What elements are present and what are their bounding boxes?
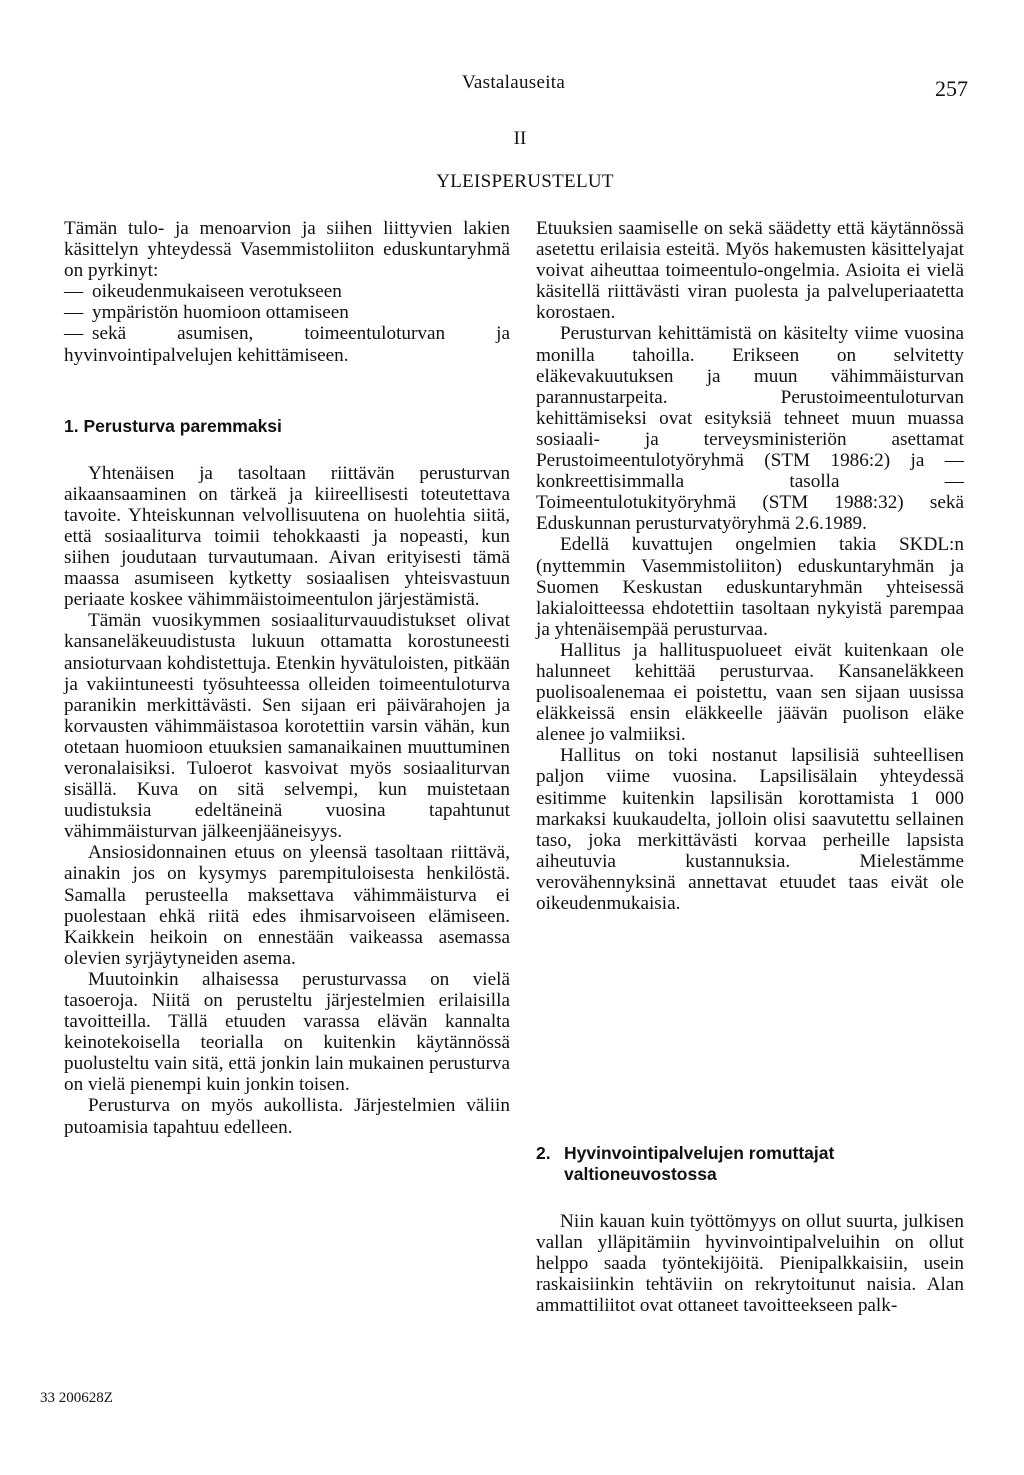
dash-list-item: [64, 323, 510, 365]
running-title: Vastalauseita: [462, 72, 566, 93]
body-paragraph: Etuuksien saamiselle on sekä säädetty että käytännössä asetettu erilaisia esteitä. Myös hakemusten käsittelyajat voivat aiheuttaa toimeentulo-ongelmia. Asioita ei vielä käsitellä riittävästi viran puolesta ja palveluperiaatetta korostaen.: [536, 218, 964, 324]
page-number: 257: [935, 76, 968, 101]
body-paragraph: Hallitus ja hallituspuolueet eivät kuitenkaan ole halunneet kehittää perusturvaa. Kansaneläkkeen puolisoalenemaa ei poistettu, vaan sen sijaan uusissa eläkkeissä ensin eläkkeelle jäävän puolison eläke alenee jo valmiiksi.: [536, 639, 964, 746]
section-title: YLEISPERUSTELUT: [436, 171, 614, 192]
dash-icon: —: [64, 281, 84, 303]
body-paragraph: Perusturva on myös aukollista. Järjestelmien väliin putoamisia tapahtuu edelleen.: [64, 1095, 510, 1138]
subsection-heading-1: 1. Perusturva paremmaksi: [64, 415, 282, 436]
body-paragraph: Muutoinkin alhaisessa perusturvassa on vielä tasoeroja. Niitä on perusteltu järjestelmien erilaisilla tavoitteilla. Tällä etuuden varassa elävän kannalta keinotekoisella teorialla on kuitenkin käytännössä puolusteltu vain sitä, että jonkin lain mukainen perusturva on vielä pienempi kuin jonkin toisen.: [64, 968, 510, 1096]
body-paragraph: Yhtenäisen ja tasoltaan riittävän perusturvan aikaansaaminen on tärkeä ja kiireellisesti toteutettava tavoite. Yhteiskunnan velvollisuutena on huolehtia siitä, että sosiaaliturva toimii tehokkaasti ja nopeasti, kun siihen joudutaan turvautumaan. Aivan erityisesti tämä maassa asumiseen kytketty sosiaalisen yhteisvastuun periaate koskee vähimmäistoimeentulon järjestämistä.: [64, 462, 510, 611]
dash-icon: —: [64, 302, 84, 324]
dash-icon: —: [64, 323, 84, 345]
right-column-section-2: [536, 1143, 964, 1316]
section-number: II: [513, 128, 527, 149]
intro-paragraph: Tämän tulo- ja menoarvion ja siihen liittyvien lakien käsittelyn yhteydessä Vasemmistoliiton eduskuntaryhmä on pyrkinyt:: [64, 218, 510, 282]
dash-item-text: sekä asumisen, toimeentuloturvan ja hyvinvointipalvelujen kehittämiseen.: [64, 323, 510, 366]
subsection-number: 2.: [536, 1143, 551, 1163]
dash-list-item: [64, 302, 510, 323]
body-paragraph: Perusturvan kehittämistä on käsitelty viime vuosina monilla tahoilla. Erikseen on selvitetty eläkevakuutuksen ja muun vähimmäisturvan parannustarpeita. Perustoimeentuloturvan kehittämiseksi ovat esityksiä tehneet muun muassa sosiaali- ja terveysministeriön asettamat Perustoimeentulotyöryhmä (STM 1986:2) ja — konkreettisimmalla tasolla — Toimeentulotukityöryhmä (STM 1988:32) sekä Eduskunnan perusturvatyöryhmä 2.6.1989.: [536, 323, 964, 535]
right-column: [536, 218, 964, 914]
body-paragraph: Ansiosidonnainen etuus on yleensä tasoltaan riittävä, ainakin jos on kysymys parempituloisesta henkilöstä. Samalla perusteella maksettava vähimmäisturva ei puolestaan ehkä riitä edes ihmisarvoiseen elämiseen. Kaikkein heikoin on ennestään vaikeassa asemassa olevien syrjäytyneiden asema.: [64, 842, 510, 969]
left-column: [64, 218, 510, 1138]
dash-item-text: ympäristön huomioon ottamiseen: [92, 302, 349, 324]
dash-list-item: [64, 281, 510, 302]
dash-item-text: oikeudenmukaiseen verotukseen: [92, 281, 342, 303]
body-paragraph: Niin kauan kuin työttömyys on ollut suurta, julkisen vallan ylläpitämiin hyvinvointipalveluihin on ollut helppo saada työntekijöitä. Pienipalkkaisiin, usein raskaisiinkin tehtäviin on rekrytoitunut naisia. Alan ammattiliitot ovat ottaneet tavoitteekseen palk-: [536, 1211, 964, 1317]
subsection-heading-2: [536, 1143, 964, 1185]
body-paragraph: Edellä kuvattujen ongelmien takia SKDL:n (nyttemmin Vasemmistoliiton) eduskuntaryhmän ja Suomen Keskustan eduskuntaryhmän yhteisessä lakialoitteessa ehdotettiin tasoltaan nykyistä parempaa ja yhtenäisempää perusturvaa.: [536, 534, 964, 640]
body-paragraph: Hallitus on toki nostanut lapsilisiä suhteellisen paljon viime vuosina. Lapsilisälain yhteydessä esitimme kuitenkin lapsilisän korottamista 1 000 markaksi kuukaudelta, jolloin olisi saavutettu sellainen taso, joka merkittävästi korvaa perheille lapsista aiheutuvia kustannuksia. Mielestämme verovähennyksinä annettavat etuudet taas eivät ole oikeudenmukaisia.: [536, 745, 964, 914]
subsection-title: Hyvinvointipalvelujen romuttajat valtioneuvostossa: [564, 1143, 835, 1184]
body-paragraph: Tämän vuosikymmen sosiaaliturvauudistukset olivat kansaneläkeuudistusta lukuun ottamatta korostuneesti ansioturvaan kohdistettuja. Etenkin hyvätuloisten, pitkään ja vakiintuneesti työsuhteessa olleiden toimeentuloturva paranikin merkittävästi. Sen sijaan eri päivärahojen ja korvausten vähimmäistasoa korotettiin varsin vähän, kun otetaan huomioon etuuksien samanaikainen muuttuminen veronalaisiksi. Tuloerot kasvoivat myös sosiaaliturvan sisällä. Kuva on sitä selvempi, kun muistetaan uudistuksia edeltäneinä vuosina tapahtunut vähimmäisturvan jälkeenjääneisyys.: [64, 610, 510, 843]
footer-print-code: 33 200628Z: [40, 1390, 113, 1406]
